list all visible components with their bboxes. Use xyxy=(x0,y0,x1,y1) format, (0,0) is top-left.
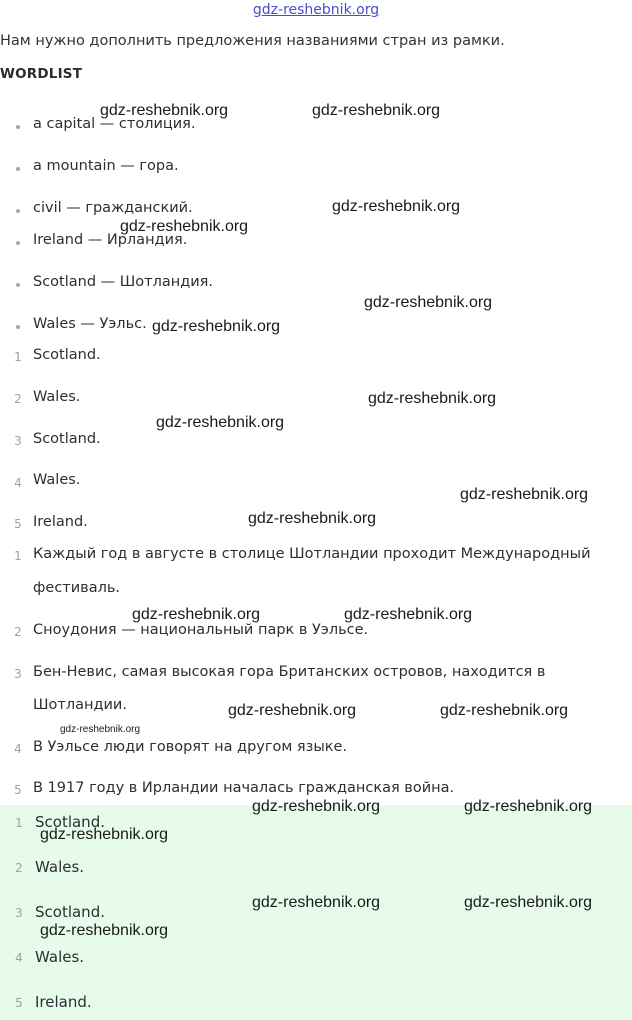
list-number: 4 xyxy=(15,951,23,965)
wordlist-item: a capital — столиция. xyxy=(33,116,196,132)
watermark-text: gdz-reshebnik.org xyxy=(100,102,229,119)
list-number: 5 xyxy=(15,996,23,1010)
list-number: 1 xyxy=(15,816,23,830)
wordlist-item: Ireland — Ирландия. xyxy=(33,232,188,248)
list-number: 3 xyxy=(14,434,22,448)
answer-item: Scotland. xyxy=(35,813,105,831)
wordlist-item: civil — гражданский. xyxy=(33,200,193,216)
list-number: 4 xyxy=(14,742,22,756)
bullet-icon xyxy=(16,209,20,213)
bullet-icon xyxy=(16,167,20,171)
answer-item: Scotland. xyxy=(33,431,101,447)
watermark-text: gdz-reshebnik.org xyxy=(460,486,589,503)
intro-text: Нам нужно дополнить предложения названиями стран из рамки. xyxy=(0,33,505,49)
list-number: 2 xyxy=(14,392,22,406)
list-number: 3 xyxy=(14,667,22,681)
watermark-text: gdz-reshebnik.org xyxy=(312,102,441,119)
answer-item: Wales. xyxy=(35,858,85,876)
watermark-text: gdz-reshebnik.org xyxy=(228,702,357,719)
answer-item: Wales. xyxy=(35,948,85,966)
watermark-text: gdz-reshebnik.org xyxy=(344,606,473,623)
watermark-text: gdz-reshebnik.org xyxy=(120,218,249,235)
watermark-text: gdz-reshebnik.org xyxy=(332,198,461,215)
list-number: 4 xyxy=(14,476,22,490)
translation-line: Сноудония — национальный парк в Уэльсе. xyxy=(33,622,369,638)
watermark-text: gdz-reshebnik.org xyxy=(464,798,593,815)
list-number: 3 xyxy=(15,906,23,920)
list-number: 1 xyxy=(14,549,22,563)
list-number: 2 xyxy=(15,861,23,875)
translation-line: фестиваль. xyxy=(33,580,121,596)
translation-line: Шотландии. xyxy=(33,697,127,713)
watermark-text: gdz-reshebnik.org xyxy=(368,390,497,407)
watermark-text: gdz-reshebnik.org xyxy=(248,510,377,527)
wordlist-item: a mountain — гора. xyxy=(33,158,179,174)
bullet-icon xyxy=(16,283,20,287)
watermark-text: gdz-reshebnik.org xyxy=(40,922,169,939)
answer-item: Scotland. xyxy=(33,347,101,363)
list-number: 1 xyxy=(14,350,22,364)
bullet-icon xyxy=(16,325,20,329)
watermark-text: gdz-reshebnik.org xyxy=(156,414,285,431)
watermark-text: gdz-reshebnik.org xyxy=(252,798,381,815)
answer-item: Ireland. xyxy=(33,514,88,530)
watermark-text: gdz-reshebnik.org xyxy=(40,826,169,843)
list-number: 2 xyxy=(14,625,22,639)
wordlist-heading: WORDLIST xyxy=(0,66,83,82)
list-number: 5 xyxy=(14,783,22,797)
answer-item: Wales. xyxy=(33,389,81,405)
translation-line: Каждый год в августе в столице Шотландии проходит Международный xyxy=(33,546,591,562)
translation-line: Бен-Невис, самая высокая гора Британских островов, находится в xyxy=(33,664,546,680)
watermark-text: gdz-reshebnik.org xyxy=(152,318,281,335)
watermark-text: gdz-reshebnik.org xyxy=(464,894,593,911)
answer-item: Scotland. xyxy=(35,903,105,921)
watermark-text: gdz-reshebnik.org xyxy=(252,894,381,911)
watermark-text: gdz-reshebnik.org xyxy=(60,724,141,735)
answer-item: Wales. xyxy=(33,472,81,488)
header-watermark-link[interactable]: gdz-reshebnik.org xyxy=(252,2,380,18)
bullet-icon xyxy=(16,125,20,129)
answer-item: Ireland. xyxy=(35,993,92,1011)
bullet-icon xyxy=(16,241,20,245)
watermark-text: gdz-reshebnik.org xyxy=(440,702,569,719)
watermark-text: gdz-reshebnik.org xyxy=(364,294,493,311)
watermark-text: gdz-reshebnik.org xyxy=(132,606,261,623)
translation-line: В Уэльсе люди говорят на другом языке. xyxy=(33,739,348,755)
translation-line: В 1917 году в Ирландии началась гражданская война. xyxy=(33,780,455,796)
wordlist-item: Scotland — Шотландия. xyxy=(33,274,213,290)
list-number: 5 xyxy=(14,517,22,531)
wordlist-item: Wales — Уэльс. xyxy=(33,316,147,332)
